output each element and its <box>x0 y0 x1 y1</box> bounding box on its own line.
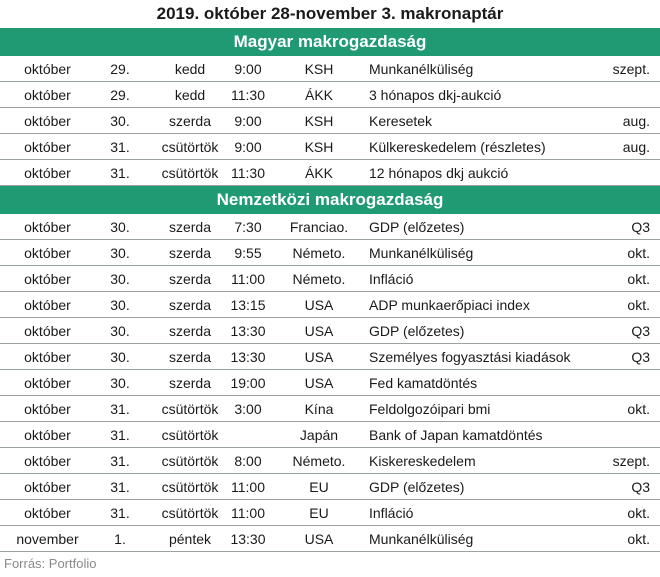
month-cell: október <box>24 61 71 77</box>
time-cell: 11:00 <box>231 505 265 521</box>
weekday-cell: csütörtök <box>161 479 219 495</box>
month-cell: október <box>24 427 71 443</box>
reference-period-cell: aug. <box>622 139 650 155</box>
table-row <box>0 56 660 82</box>
weekday-cell: szerda <box>168 323 212 339</box>
weekday-cell: péntek <box>168 531 212 547</box>
calendar-title: 2019. október 28-november 3. makronaptár <box>156 4 504 23</box>
day-cell: 30. <box>110 219 130 235</box>
indicator-cell: Külkereskedelem (részletes) <box>369 139 546 155</box>
weekday-cell: csütörtök <box>161 165 219 181</box>
source-cell: ÁKK <box>304 165 333 181</box>
time-cell: 7:30 <box>234 219 262 235</box>
indicator-cell: GDP (előzetes) <box>369 479 465 495</box>
source-cell: KSH <box>304 61 334 77</box>
month-cell: október <box>24 323 71 339</box>
day-cell: 30. <box>110 375 130 391</box>
source-cell: Japán <box>299 427 339 443</box>
table-row <box>0 344 660 370</box>
time-cell: 13:30 <box>230 531 266 547</box>
day-cell: 31. <box>110 479 130 495</box>
indicator-cell: Infláció <box>369 505 414 521</box>
reference-period-cell: okt. <box>627 401 650 417</box>
source-cell: Németo. <box>292 271 346 287</box>
time-cell: 3:00 <box>234 401 262 417</box>
weekday-cell: szerda <box>168 113 212 129</box>
indicator-cell: 12 hónapos dkj aukció <box>369 165 509 181</box>
source-cell: USA <box>304 349 334 365</box>
source-cell: USA <box>304 375 334 391</box>
indicator-cell: Munkanélküliség <box>369 245 474 261</box>
day-cell: 31. <box>110 505 130 521</box>
source-cell: USA <box>304 297 334 313</box>
day-cell: 30. <box>110 271 130 287</box>
time-cell: 9:00 <box>234 139 262 155</box>
source-cell: KSH <box>304 139 334 155</box>
weekday-cell: kedd <box>174 61 206 77</box>
day-cell: 29. <box>110 87 130 103</box>
weekday-cell: szerda <box>168 245 212 261</box>
time-cell: 13:30 <box>230 323 266 339</box>
table-row <box>0 396 660 422</box>
table-row <box>0 266 660 292</box>
reference-period-cell: aug. <box>622 113 650 129</box>
month-cell: október <box>24 453 71 469</box>
time-cell: 9:00 <box>234 113 262 129</box>
month-cell: november <box>16 531 79 547</box>
calendar-table <box>0 28 660 552</box>
month-cell: október <box>24 245 71 261</box>
table-row <box>0 526 660 552</box>
day-cell: 29. <box>110 61 130 77</box>
table-row <box>0 448 660 474</box>
table-row <box>0 82 660 108</box>
source-cell: USA <box>304 531 334 547</box>
indicator-cell: Bank of Japan kamatdöntés <box>369 427 543 443</box>
indicator-cell: Infláció <box>369 271 414 287</box>
month-cell: október <box>24 401 71 417</box>
weekday-cell: szerda <box>168 297 212 313</box>
day-cell: 31. <box>110 453 130 469</box>
month-cell: október <box>24 165 71 181</box>
indicator-cell: Munkanélküliség <box>369 61 474 77</box>
table-row <box>0 422 660 448</box>
month-cell: október <box>24 219 71 235</box>
time-cell: 9:55 <box>234 245 262 261</box>
indicator-cell: Kiskereskedelem <box>369 453 476 469</box>
source-cell: EU <box>309 505 329 521</box>
reference-period-cell: okt. <box>627 297 650 313</box>
source-cell: ÁKK <box>304 87 333 103</box>
table-row <box>0 318 660 344</box>
month-cell: október <box>24 297 71 313</box>
reference-period-cell: Q3 <box>631 323 650 339</box>
month-cell: október <box>24 479 71 495</box>
time-cell: 9:00 <box>234 61 262 77</box>
time-cell: 11:00 <box>231 479 265 495</box>
table-row <box>0 214 660 240</box>
reference-period-cell: Q3 <box>631 219 650 235</box>
indicator-cell: Keresetek <box>369 113 433 129</box>
table-row <box>0 160 660 186</box>
day-cell: 31. <box>110 139 130 155</box>
table-row <box>0 474 660 500</box>
month-cell: október <box>24 375 71 391</box>
indicator-cell: Feldolgozóipari bmi <box>369 401 491 417</box>
section-header: Magyar makrogazdaság <box>0 28 660 56</box>
month-cell: október <box>24 87 71 103</box>
day-cell: 31. <box>110 165 130 181</box>
source-cell: KSH <box>304 113 334 129</box>
indicator-cell: Személyes fogyasztási kiadások <box>369 349 571 365</box>
table-row <box>0 134 660 160</box>
weekday-cell: csütörtök <box>161 453 219 469</box>
table-row <box>0 240 660 266</box>
weekday-cell: szerda <box>168 271 212 287</box>
time-cell: 8:00 <box>234 453 262 469</box>
source-cell: Franciao. <box>289 219 349 235</box>
time-cell: 19:00 <box>230 375 266 391</box>
weekday-cell: csütörtök <box>161 139 219 155</box>
source-cell: Kína <box>304 401 334 417</box>
weekday-cell: csütörtök <box>161 427 219 443</box>
time-cell: 11:00 <box>231 271 265 287</box>
day-cell: 30. <box>110 323 130 339</box>
reference-period-cell: okt. <box>627 531 650 547</box>
day-cell: 31. <box>110 427 130 443</box>
day-cell: 1. <box>114 531 126 547</box>
reference-period-cell: Q3 <box>631 479 650 495</box>
indicator-cell: Fed kamatdöntés <box>369 375 478 391</box>
weekday-cell: szerda <box>168 375 212 391</box>
indicator-cell: 3 hónapos dkj-aukció <box>369 87 502 103</box>
table-row <box>0 292 660 318</box>
time-cell: 11:30 <box>231 87 265 103</box>
source-cell: EU <box>309 479 329 495</box>
reference-period-cell: Q3 <box>631 349 650 365</box>
month-cell: október <box>24 139 71 155</box>
time-cell: 13:30 <box>230 349 266 365</box>
time-cell: 11:30 <box>231 165 265 181</box>
table-row <box>0 370 660 396</box>
reference-period-cell: szept. <box>612 61 650 77</box>
weekday-cell: csütörtök <box>161 401 219 417</box>
table-row <box>0 500 660 526</box>
section-header: Nemzetközi makrogazdaság <box>0 186 660 214</box>
month-cell: október <box>24 349 71 365</box>
day-cell: 31. <box>110 401 130 417</box>
indicator-cell: ADP munkaerőpiaci index <box>369 297 530 313</box>
time-cell: 13:15 <box>230 297 266 313</box>
reference-period-cell: okt. <box>627 505 650 521</box>
source-cell: USA <box>304 323 334 339</box>
source-cell: Németo. <box>292 245 346 261</box>
month-cell: október <box>24 505 71 521</box>
weekday-cell: kedd <box>174 87 206 103</box>
indicator-cell: GDP (előzetes) <box>369 219 465 235</box>
reference-period-cell: okt. <box>627 271 650 287</box>
indicator-cell: Munkanélküliség <box>369 531 474 547</box>
source-cell: Németo. <box>292 453 346 469</box>
reference-period-cell: szept. <box>612 453 650 469</box>
reference-period-cell: okt. <box>627 245 650 261</box>
month-cell: október <box>24 113 71 129</box>
weekday-cell: csütörtök <box>161 505 219 521</box>
day-cell: 30. <box>110 349 130 365</box>
weekday-cell: szerda <box>168 349 212 365</box>
table-row <box>0 108 660 134</box>
month-cell: október <box>24 271 71 287</box>
indicator-cell: GDP (előzetes) <box>369 323 465 339</box>
day-cell: 30. <box>110 245 130 261</box>
weekday-cell: szerda <box>168 219 212 235</box>
source-note: Forrás: Portfolio <box>4 556 97 571</box>
day-cell: 30. <box>110 297 130 313</box>
day-cell: 30. <box>110 113 130 129</box>
